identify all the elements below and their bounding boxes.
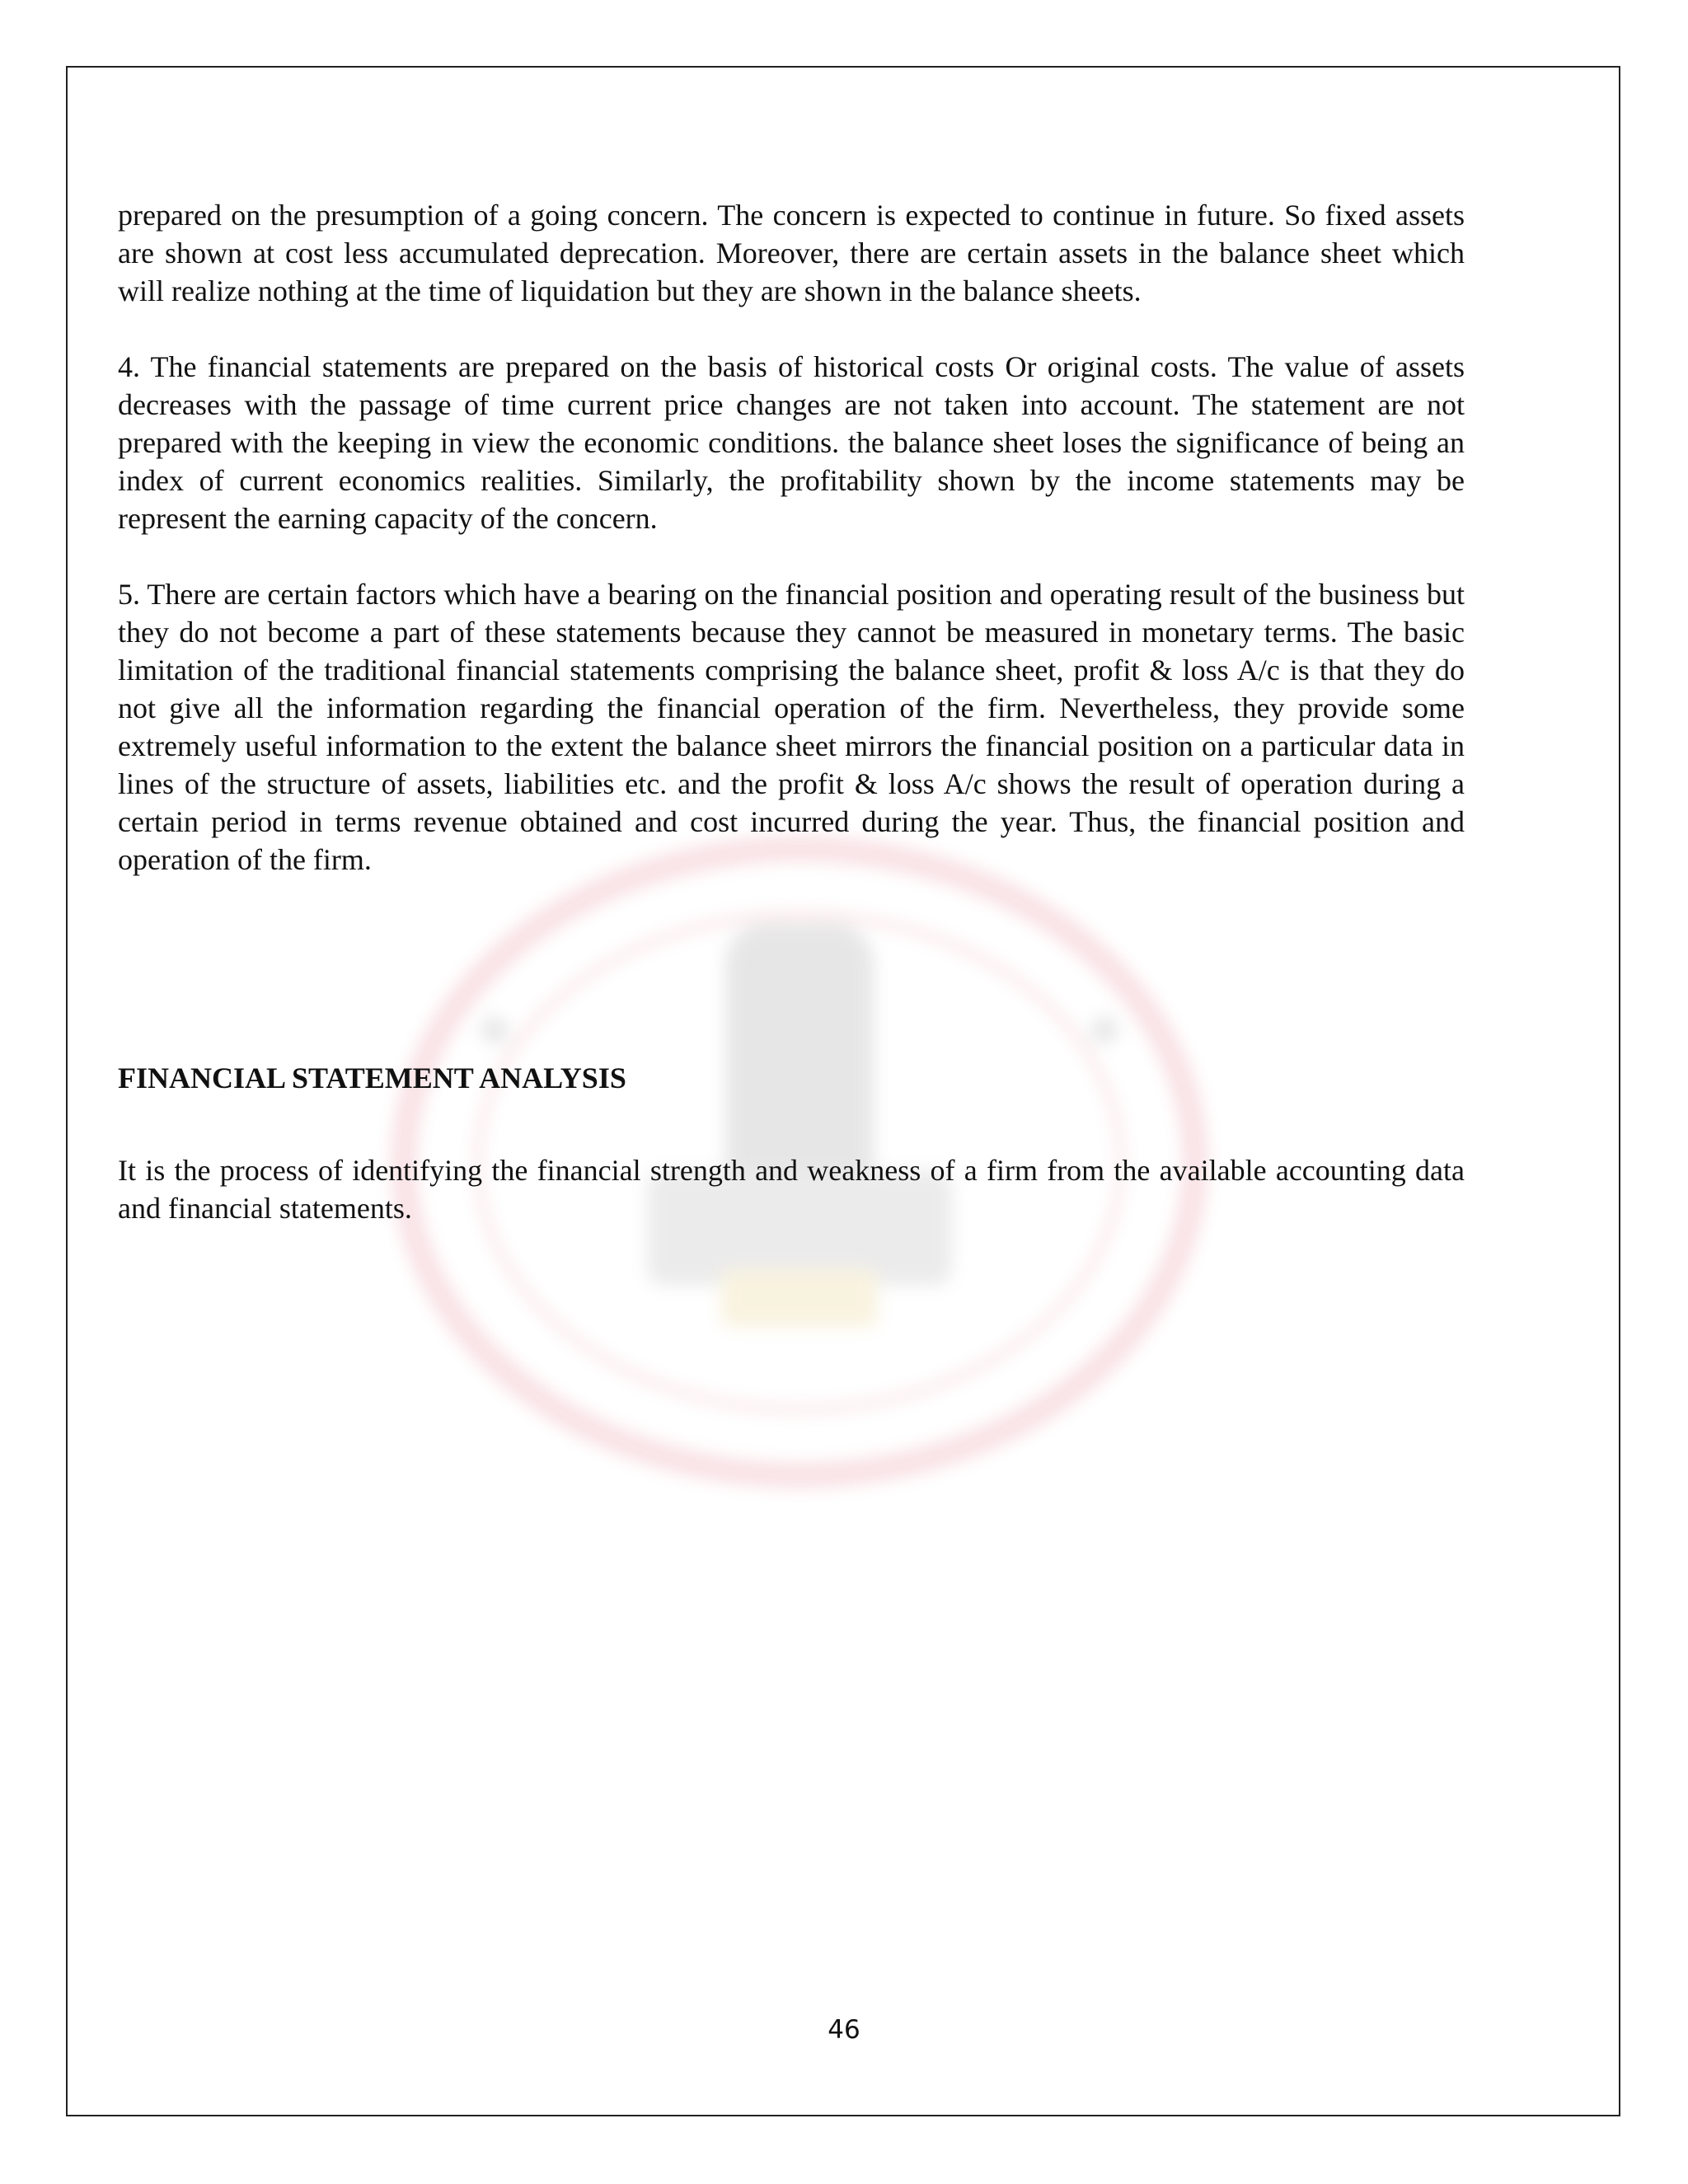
paragraph-non-monetary-factors: 5. There are certain factors which have a bearing on the financial position and operating result of the business but they do not become a part of these statements because they cannot be measured in monetary terms. The basic limitation of the traditional financial statements comprising the balance sheet, profit & loss A/c is that they do not give all the information regarding the financial operation of the firm. Nevertheless, they provide some extremely useful information to the extent the balance sheet mirrors the financial position on a particular data in lines of the structure of assets, liabilities etc. and the profit & loss A/c shows the result of operation during a certain period in terms revenue obtained and cost incurred during the year. Thus, the financial position and operation of the firm. [118,578,1465,876]
paragraph-historical-costs: 4. The financial statements are prepared on the basis of historical costs Or original costs. The value of assets decreases with the passage of time current price changes are not taken into account. The statement are not prepared with the keeping in view the economic conditions. the balance sheet loses the significance of being an index of current economics realities. Similarly, the profitability shown by the income statements may be represent the earning capacity of the concern. [118,350,1465,535]
page-number: 46 [828,2015,860,2045]
paragraph-analysis-definition: It is the process of identifying the financial strength and weakness of a firm from the available accounting data and financial statements. [118,1154,1465,1225]
document-body [118,196,1465,879]
paragraph-going-concern: prepared on the presumption of a going concern. The concern is expected to continue in future. So fixed assets are shown at cost less accumulated deprecation. Moreover, there are certain assets in the balance sheet which will realize nothing at the time of liquidation but they are shown in the balance sheets. [118,199,1465,307]
section-heading: FINANCIAL STATEMENT ANALYSIS [118,1062,626,1094]
